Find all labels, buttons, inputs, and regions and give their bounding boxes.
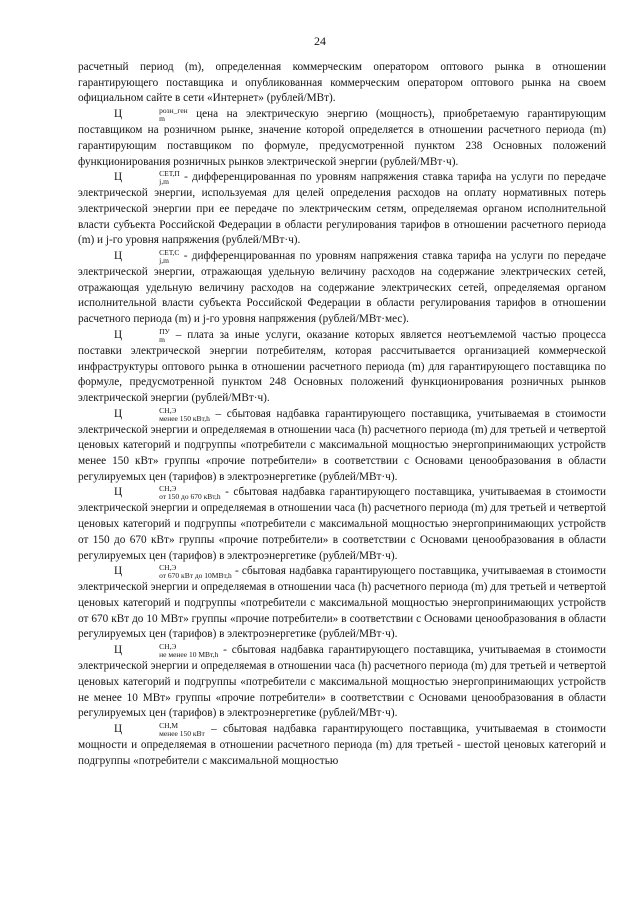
formula-symbol-10: Ц СН,М менее 150 кВт bbox=[114, 720, 205, 738]
formula-symbol-5: Ц ПУ m bbox=[114, 326, 170, 344]
paragraph-4-text: - дифференцированная по уровням напряжения ставка тарифа на услуги по передаче электрической энергии, отражающая удельную величину расходов на содержание электрических сетей, отражающая удельную величину расходов на содержание электрических сетей, определяемая органом исполнительной власти субъекта Российской Федерации в области регулирования тарифов в отношении расчетного периода (m) и j-го уровня напряжения (рублей/МВт·мес). bbox=[78, 250, 606, 326]
formula-symbol-2: Ц розн_ген m bbox=[114, 106, 188, 124]
body-text bbox=[78, 60, 606, 769]
paragraph-5-text: – плата за иные услуги, оказание которых является неотъемлемой частью процесса поставки электрической энергии потребителям, которая рассчитывается организацией коммерческой инфраструктуры оптового рынка в отношении расчетного периода (m) для гарантирующего поставщика по формуле, предусмотренной пунктом 248 Основных положений функционирования розничных рынков электрической энергии (рублей/МВт·ч). bbox=[78, 328, 606, 404]
paragraph-9-text: - сбытовая надбавка гарантирующего поставщика, учитываемая в стоимости электрической энергии и определяемая в отношении часа (h) расчетного периода (m) для третьей и четвертой ценовых категорий и подгруппы «потребители с максимальной мощностью энергопринимающих устройств не менее 10 МВт» группы «прочие потребители» в соответствии с Основами ценообразования в области регулируемых цен (тарифов) в электроэнергетике (рублей/МВт·ч). bbox=[78, 644, 606, 720]
paragraph-1-text: расчетный период (m), определенная коммерческим оператором оптового рынка в отношении гарантирующего поставщика и опубликованная коммерческим оператором оптового рынка на своем официальном сайте в сети «Интернет» (рублей/МВт). bbox=[78, 61, 606, 105]
formula-sup-10: СН,М bbox=[159, 720, 179, 730]
paragraph-7-text: - сбытовая надбавка гарантирующего поставщика, учитываемая в стоимости электрической энергии и определяемая в отношении часа (h) расчетного периода (m) для третьей и четвертой ценовых категорий и подгруппы «потребители с максимальной мощностью энергопринимающих устройств от 150 до 670 кВт» группы «прочие потребители» в соответствии с Основами ценообразования в области регулируемых цен (тарифов) в электроэнергетике (рублей/МВт·ч). bbox=[78, 486, 606, 562]
paragraph-4 bbox=[78, 249, 606, 328]
formula-sub-2: m bbox=[159, 114, 165, 124]
paragraph-2 bbox=[78, 107, 606, 170]
formula-symbol-3: Ц СЕТ,П j,m bbox=[114, 169, 180, 187]
formula-sub-3: j,m bbox=[159, 177, 169, 187]
formula-sup-5: ПУ bbox=[159, 326, 170, 336]
paragraph-6 bbox=[78, 407, 606, 486]
formula-sub-8: от 670 кВт до 10МВт,h bbox=[159, 571, 232, 581]
formula-sub-5: m bbox=[159, 334, 165, 344]
paragraph-1 bbox=[78, 60, 606, 107]
paragraph-3 bbox=[78, 170, 606, 249]
paragraph-5 bbox=[78, 328, 606, 407]
page-number: 24 bbox=[314, 34, 326, 48]
formula-sub-9: не менее 10 МВт,h bbox=[159, 650, 219, 660]
formula-sub-4: j,m bbox=[159, 256, 169, 266]
paragraph-9 bbox=[78, 643, 606, 722]
paragraph-8-text: - сбытовая надбавка гарантирующего поставщика, учитываемая в стоимости электрической энергии и определяемая в отношении часа (h) расчетного периода (m) для третьей и четвертой ценовых категорий и подгруппы «потребители с максимальной мощностью энергопринимающих устройств от 670 кВт до 10 МВт» группы «прочие потребители» в соответствии с Основами ценообразования в области регулируемых цен (тарифов) в электроэнергетике (рублей/МВт·ч). bbox=[78, 565, 606, 641]
formula-symbol-6: Ц СН,Э менее 150 кВт,h bbox=[114, 405, 210, 423]
formula-sup-6: СН,Э bbox=[159, 405, 177, 415]
paragraph-6-text: – сбытовая надбавка гарантирующего поставщика, учитываемая в стоимости электрической энергии и определяемая в отношении часа (h) расчетного периода (m) для третьей и четвертой ценовых категорий и подгруппы «потребители с максимальной мощностью энергопринимающих устройств менее 150 кВт» группы «прочие потребители» в соответствии с Основами ценообразования в области регулируемых цен (тарифов) в электроэнергетике (рублей/МВт·ч). bbox=[78, 407, 606, 483]
formula-sub-6: менее 150 кВт,h bbox=[159, 413, 210, 423]
formula-symbol-4: Ц СЕТ,С j,m bbox=[114, 248, 180, 266]
paragraph-7 bbox=[78, 485, 606, 564]
formula-symbol-9: Ц СН,Э не менее 10 МВт,h bbox=[114, 642, 219, 660]
paragraph-8 bbox=[78, 564, 606, 643]
formula-symbol-8: Ц СН,Э от 670 кВт до 10МВт,h bbox=[114, 563, 232, 581]
formula-sub-7: от 150 до 670 кВт,h bbox=[159, 492, 221, 502]
formula-sup-7: СН,Э bbox=[159, 484, 177, 494]
formula-sub-10: менее 150 кВт bbox=[159, 728, 205, 738]
paragraph-2-text: цена на электрическую энергию (мощность), приобретаемую гарантирующим поставщиком на розничном рынке, значение которой определяется в отношении расчетного периода (m) гарантирующим поставщиком по формуле, предусмотренной пунктом 238 Основных положений функционирования розничных рынков электрической энергии (рублей/МВт·ч). bbox=[78, 108, 606, 168]
paragraph-10 bbox=[78, 722, 606, 769]
formula-symbol-7: Ц СН,Э от 150 до 670 кВт,h bbox=[114, 484, 221, 502]
formula-sup-4: СЕТ,С bbox=[159, 248, 180, 258]
paragraph-3-text: - дифференцированная по уровням напряжения ставка тарифа на услуги по передаче электрической энергии, используемая для целей определения расходов на оплату нормативных потерь электрической энергии при ее передаче по электрическим сетям, определяемая органом исполнительной власти субъекта Российской Федерации в области регулирования тарифов в отношении расчетного периода (m) и j-го уровня напряжения (рублей/МВт·ч). bbox=[78, 171, 606, 247]
formula-sup-3: СЕТ,П bbox=[159, 169, 180, 179]
formula-sup-9: СН,Э bbox=[159, 642, 177, 652]
paragraph-10-text: – сбытовая надбавка гарантирующего поставщика, учитываемая в стоимости мощности и определяемая в отношении расчетного периода (m) для третьей - шестой ценовых категорий и подгруппы «потребители с максимальной мощностью bbox=[78, 722, 606, 767]
formula-sup-8: СН,Э bbox=[159, 563, 177, 573]
formula-sup-2: розн_ген bbox=[159, 106, 188, 116]
